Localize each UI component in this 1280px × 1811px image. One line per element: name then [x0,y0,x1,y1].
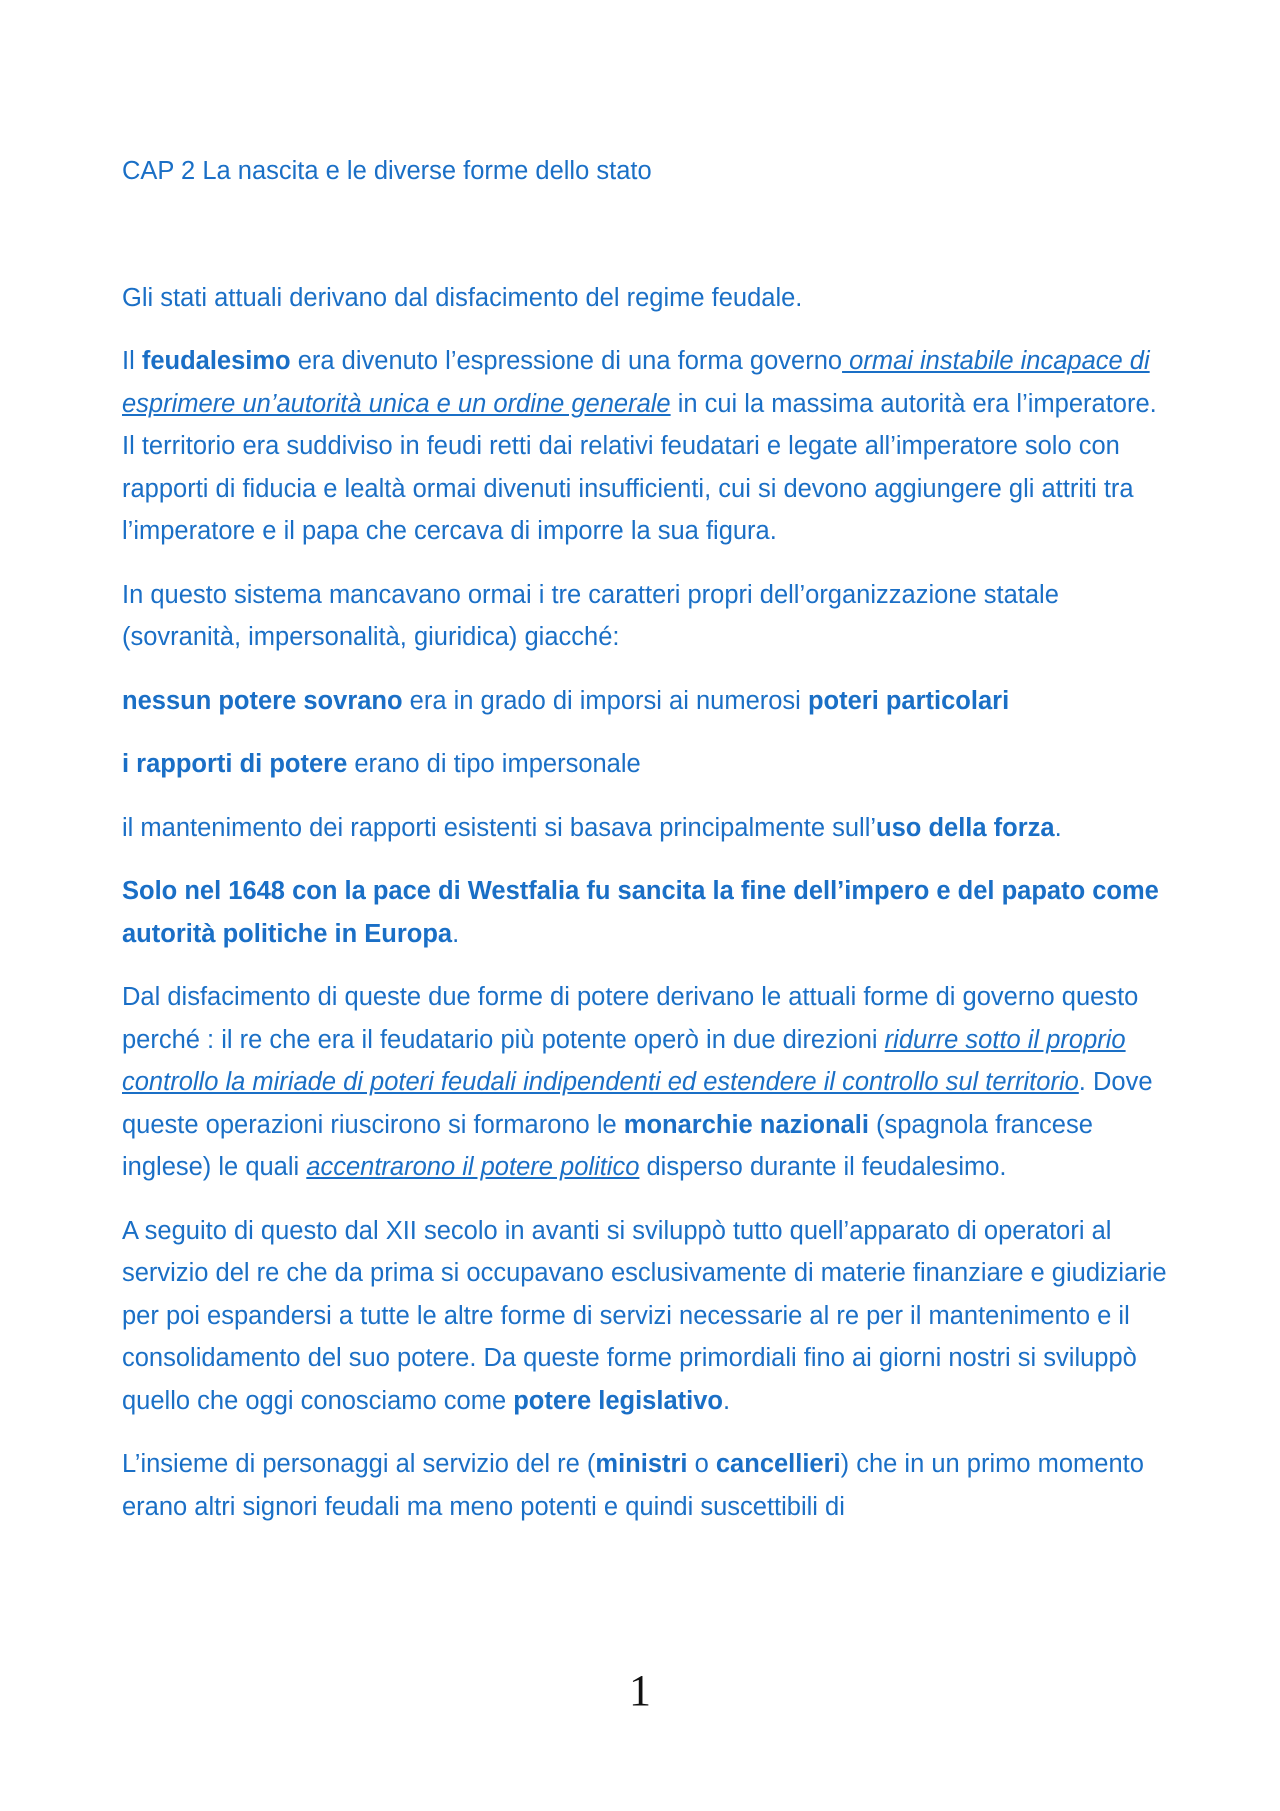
paragraph-4-bold-1: nessun potere sovrano [122,686,403,715]
paragraph-10-text-a: L’insieme di personaggi al servizio del re ( [122,1450,596,1478]
paragraph-8 [122,976,1172,1189]
paragraph-8-italic-2: accentrarono il potere politico [306,1153,640,1181]
paragraph-1 [122,277,1172,320]
paragraph-4 [122,680,1172,723]
paragraph-9-text-b: . [722,1386,731,1415]
paragraph-2-text-d: in cui la massima autorità era l’imperatore. Il territorio era suddiviso in feudi retti dai relativi feudatari e legate all’imperatore solo con rapporti di fiducia e lealtà ormai divenuti insufficienti, cui si devono aggiungere gli attriti tra l’imperatore e il papa che cercava di imporre la sua figura. [122,389,1157,545]
paragraph-6-text-c: . [1054,813,1062,842]
page-number: 1 [629,1666,651,1715]
paragraph-8-text-c: (spagnola francese inglese) le quali [122,1110,1093,1181]
paragraph-2-text-a: Il [122,347,142,375]
paragraph-8-underline-2 [306,1153,639,1181]
paragraph-8-bold-1: monarchie nazionali [623,1110,869,1139]
paragraph-10-bold-2: cancellieri [715,1450,841,1478]
paragraph-4-text-a: era in grado di imporsi ai numerosi [402,686,808,715]
paragraph-5-bold-1: i rapporti di potere [122,750,348,778]
paragraph-10-text-b: o [687,1450,716,1478]
paragraph-6-text-a: il mantenimento dei rapporti esistenti si basava principalmente sull’ [122,813,877,842]
paragraph-8-text-b: . Dove queste operazioni riuscirono si formarono le [122,1068,1153,1139]
document-body [122,150,1172,1549]
paragraph-10-text-c: ) che in un primo momento erano altri signori feudali ma meno potenti e quindi suscettibili di [122,1450,1144,1521]
paragraph-4-bold-2: poteri particolari [807,686,1010,715]
paragraph-10 [122,1443,1172,1528]
paragraph-2-text-c: era divenuto l’espressione di una forma governo [290,347,843,375]
paragraph-1-text: Gli stati attuali derivano dal disfacimento del regime feudale. [122,283,803,312]
paragraph-9-text-a: A seguito di questo dal XII secolo in avanti si sviluppò tutto quell’apparato di operatori al servizio del re che da prima si occupavano esclusivamente di materie finanziare e giudiziarie per poi espandersi a tutte le altre forme di servizi necessarie al re per il mantenimento e il consolidamento del suo potere. Da queste forme primordiali fino ai giorni nostri si sviluppò quello che oggi conosciamo come [122,1216,1167,1415]
title-spacer [122,193,1172,277]
paragraph-8-text-d: disperso durante il feudalesimo. [639,1153,1007,1181]
paragraph-7 [122,870,1172,955]
paragraph-8-italic-1: ridurre sotto il proprio controllo la miriade di poteri feudali indipendenti ed estendere il controllo sul territorio [122,1025,1126,1096]
paragraph-8-text-a: Dal disfacimento di queste due forme di potere derivano le attuali forme di governo questo perché : il re che era il feudatario più potente operò in due direzioni [122,983,1139,1054]
paragraph-2-bold-1: feudalesimo [141,347,291,375]
paragraph-5 [122,743,1172,786]
paragraph-2-italic-1: ormai instabile incapace di esprimere un’autorità unica e un ordine generale [122,347,1150,418]
paragraph-2 [122,340,1172,553]
paragraph-5-text-a: erano di tipo impersonale [347,750,641,778]
chapter-title: CAP 2 La nascita e le diverse forme dello stato [122,157,652,185]
paragraph-7-bold-1: Solo nel 1648 con la pace di Westfalia fu sancita la fine dell’impero e del papato come autorità politiche in Europa [122,877,1159,948]
paragraph-10-bold-1: ministri [595,1450,688,1478]
paragraph-3 [122,574,1172,659]
paragraph-9 [122,1210,1172,1423]
paragraph-3-text: In questo sistema mancavano ormai i tre caratteri propri dell’organizzazione statale (sovranità, impersonalità, giuridica) giacché: [122,580,1059,651]
paragraph-6-bold-1: uso della forza [876,813,1055,842]
paragraph-9-bold-1: potere legislativo [513,1386,723,1415]
paragraph-7-text-a: . [452,919,460,948]
paragraph-6 [122,807,1172,850]
